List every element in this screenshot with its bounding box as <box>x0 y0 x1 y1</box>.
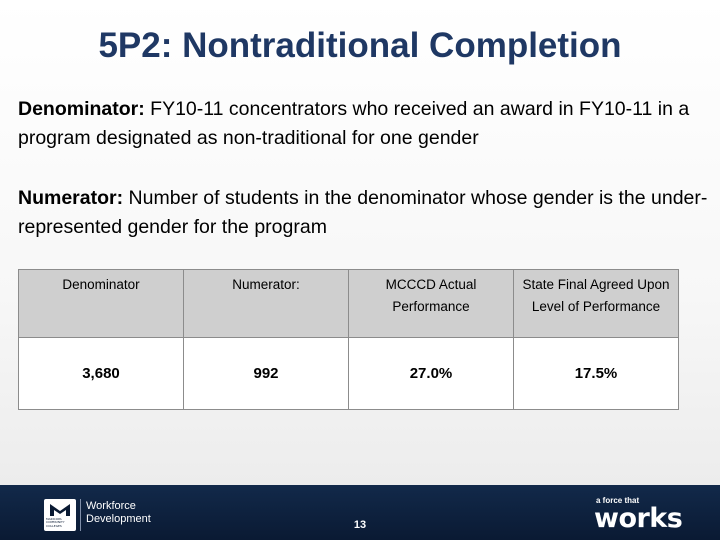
page-number: 13 <box>353 519 367 531</box>
numerator-text: Number of students in the denominator whose gender is the under-represented gender for the program <box>18 187 708 238</box>
denominator-text: FY10-11 concentrators who received an award in FY10-11 in a program designated as non-traditional for one gender <box>18 98 690 149</box>
maricopa-m-icon <box>44 499 76 531</box>
denominator-definition <box>18 95 708 153</box>
cell-actual-performance: 27.0% <box>349 338 514 410</box>
performance-table <box>18 269 679 410</box>
cell-numerator: 992 <box>184 338 349 410</box>
cell-denominator: 3,680 <box>19 338 184 410</box>
brand-line-2: Development <box>86 513 151 525</box>
brand-divider <box>80 499 81 531</box>
brand-name <box>86 500 151 526</box>
table-header-row <box>19 270 679 338</box>
tagline-big: works <box>594 503 683 534</box>
tagline-small: a force that <box>596 496 640 505</box>
table-row <box>19 338 679 410</box>
slide-title: 5P2: Nontraditional Completion <box>98 26 622 65</box>
header-actual-performance: MCCCD Actual Performance <box>349 270 514 338</box>
logo-m-shape <box>44 499 76 519</box>
cell-state-level: 17.5% <box>514 338 679 410</box>
logo-small-text: MARICOPA COMMUNITY COLLEGES <box>46 517 65 528</box>
denominator-label: Denominator: <box>18 98 145 120</box>
numerator-label: Numerator: <box>18 187 124 209</box>
header-denominator: Denominator <box>19 270 184 338</box>
brand-line-1: Workforce <box>86 500 136 512</box>
header-numerator: Numerator: <box>184 270 349 338</box>
header-state-level: State Final Agreed Upon Level of Performance <box>514 270 679 338</box>
numerator-definition <box>18 184 708 242</box>
